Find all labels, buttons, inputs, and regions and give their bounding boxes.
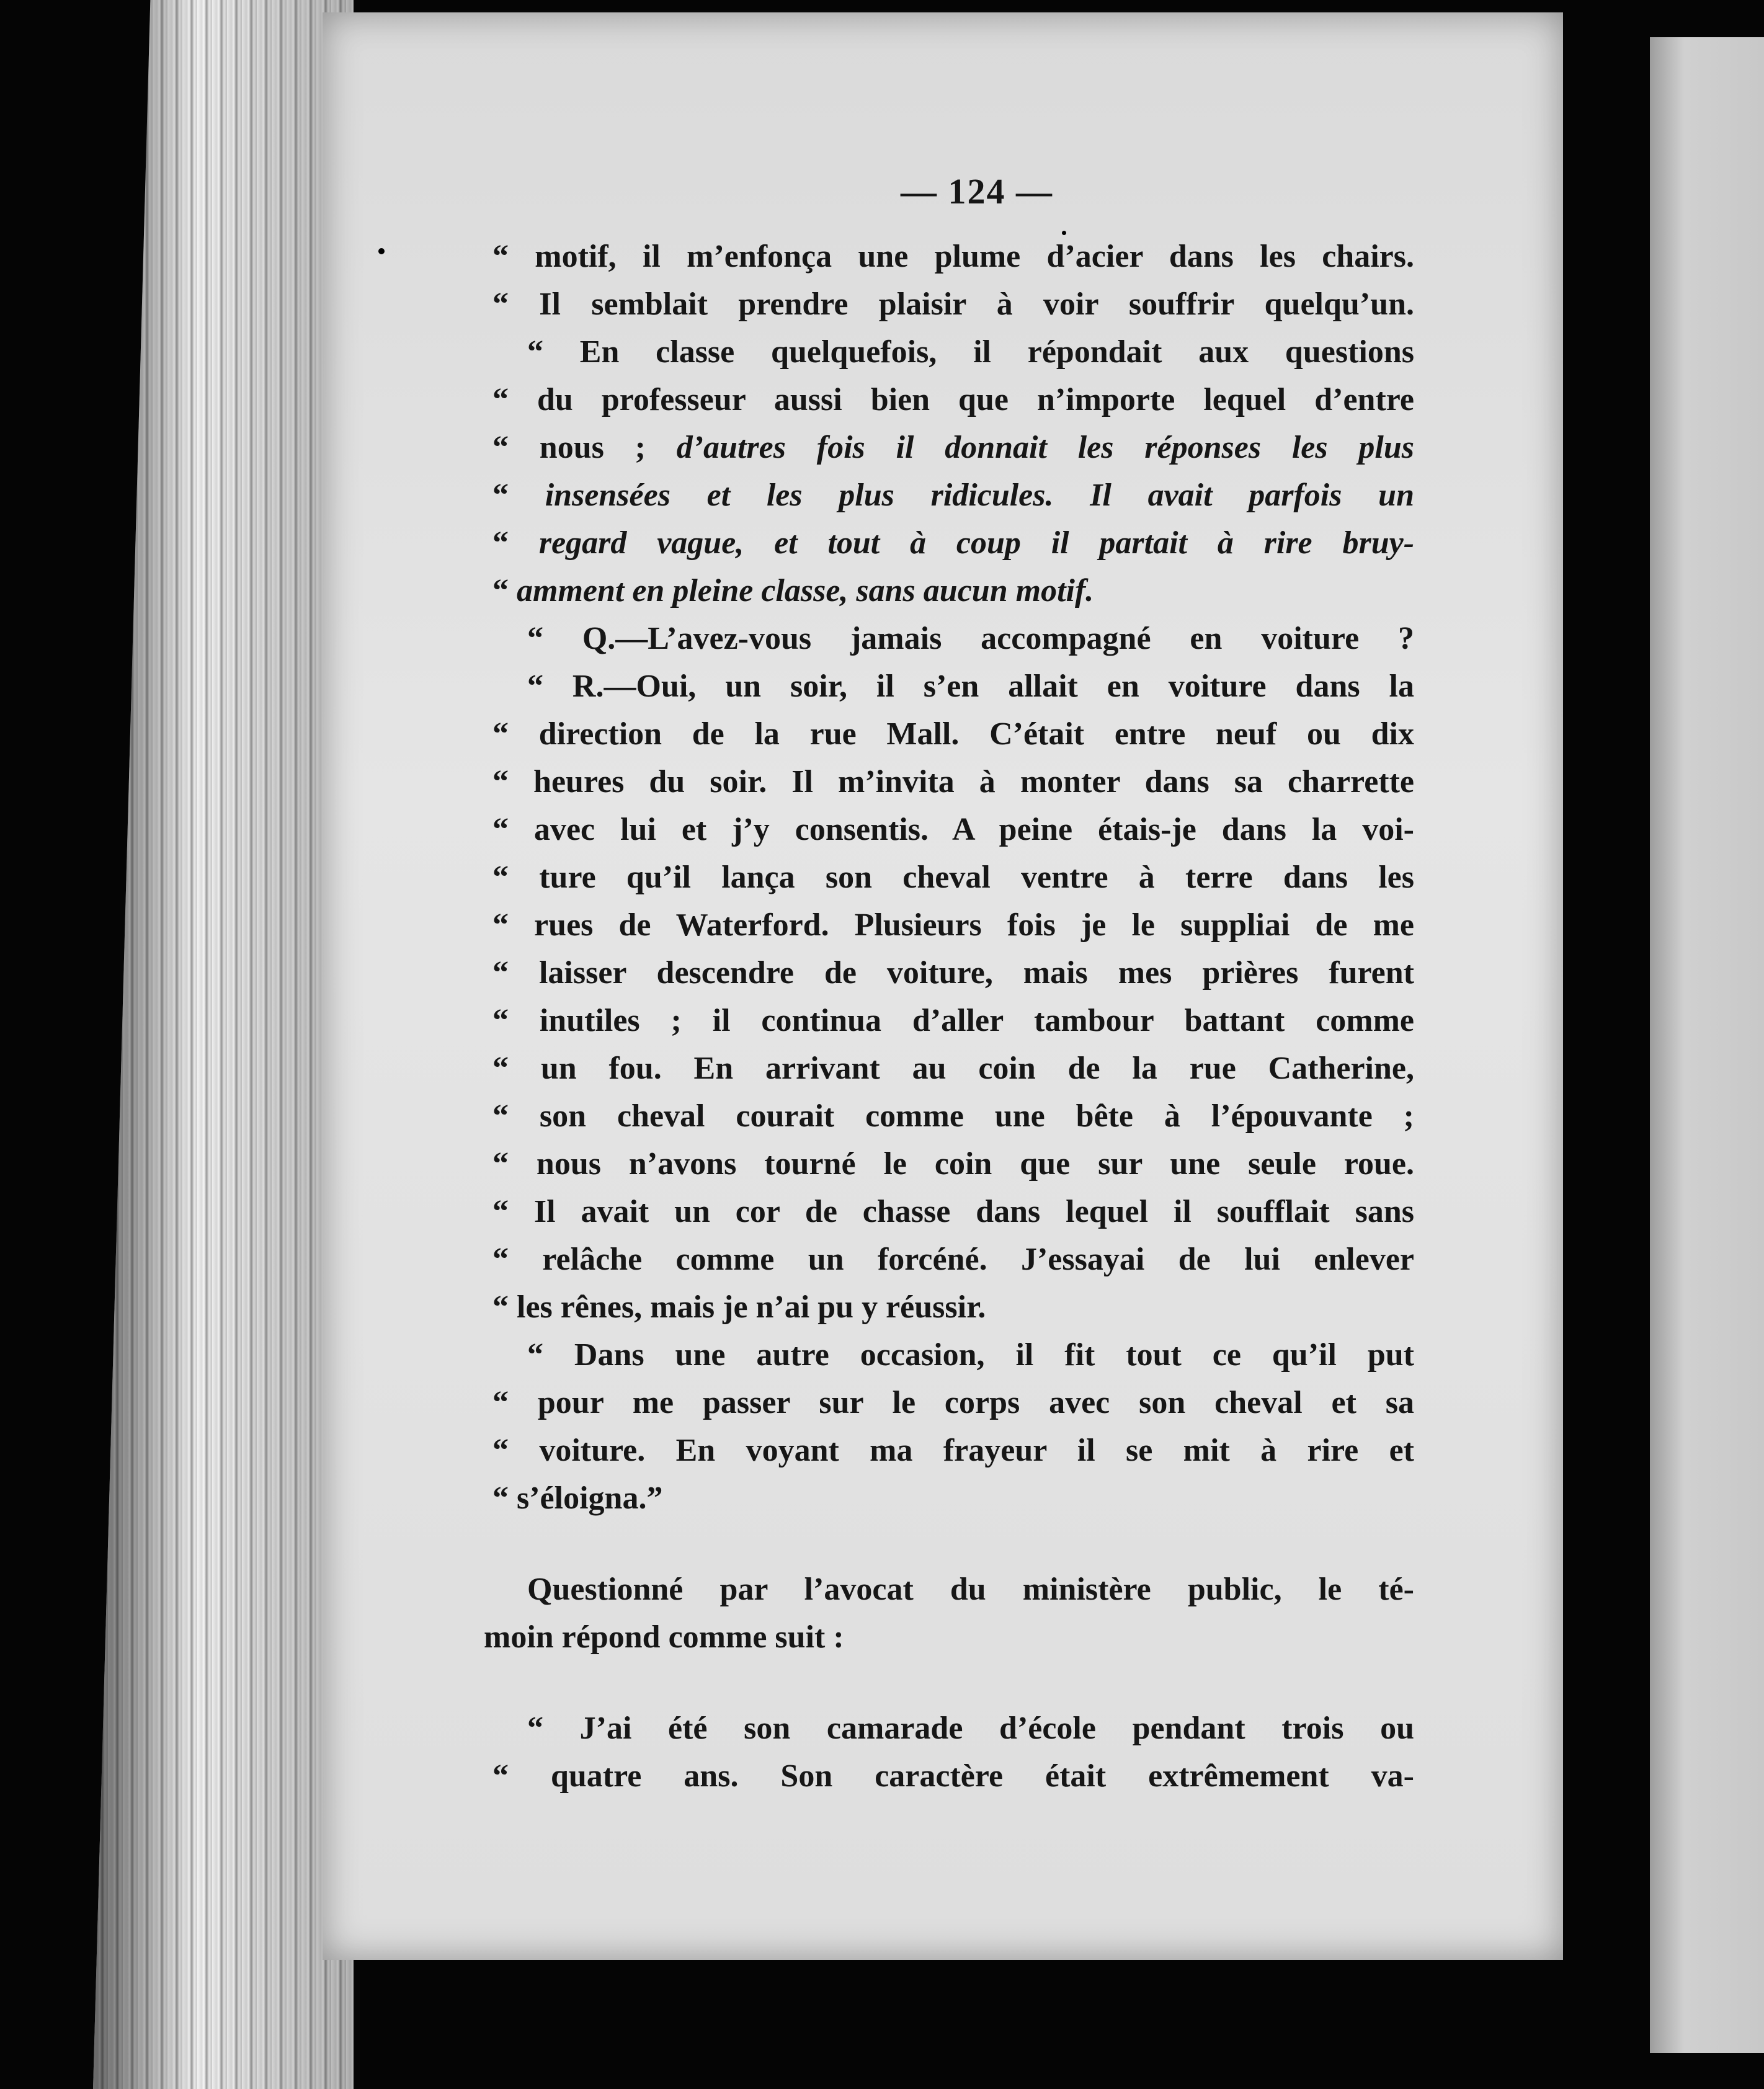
text-line: “ Dans une autre occasion, il fit tout ce qu’il put [527, 1337, 1414, 1373]
page-text [484, 167, 1414, 1800]
italic-text: d’autres fois il donnait les réponses les plus [676, 430, 1414, 465]
text-line: “ J’ai été son camarade d’école pendant trois ou [527, 1711, 1414, 1746]
text-line: “ nous ; d’autres fois il donnait les réponses les plus [492, 430, 1414, 465]
italic-text: insensées et les plus ridicules. Il avait parfois un [545, 478, 1415, 513]
text-line: “ son cheval courait comme une bête à l’épouvante ; [492, 1098, 1414, 1134]
text-line: “ pour me passer sur le corps avec son cheval et sa [492, 1385, 1414, 1420]
text-line: “ R.—Oui, un soir, il s’en allait en voiture dans la [527, 669, 1414, 704]
text-line: “ inutiles ; il continua d’aller tambour battant comme [492, 1003, 1414, 1038]
text-line: “ En classe quelquefois, il répondait aux questions [527, 334, 1414, 370]
text-line: “ motif, il m’enfonça une plume d’acier dans les chairs. [492, 239, 1414, 274]
text-line: “ amment en pleine classe, sans aucun motif. [492, 573, 1094, 608]
italic-text: amment en pleine classe, sans aucun motif. [517, 573, 1094, 608]
text-line: “ heures du soir. Il m’invita à monter dans sa charrette [492, 764, 1414, 800]
text-line: “ Il semblait prendre plaisir à voir souffrir quelqu’un. [492, 287, 1414, 322]
text-line: “ relâche comme un forcéné. J’essayai de lui enlever [492, 1242, 1414, 1277]
text-line: “ ture qu’il lança son cheval ventre à terre dans les [492, 860, 1414, 895]
page-edges-shadow [93, 0, 354, 2089]
text-line: “ un fou. En arrivant au coin de la rue Catherine, [492, 1051, 1414, 1086]
text-line: “ avec lui et j’y consentis. A peine étais-je dans la voi- [492, 812, 1414, 847]
text-line: “ les rênes, mais je n’ai pu y réussir. [492, 1289, 986, 1325]
text-line: “ regard vague, et tout à coup il partait à rire bruy- [492, 525, 1415, 561]
body-lines [484, 233, 1414, 1800]
print-speck [1062, 231, 1066, 235]
text-line: “ rues de Waterford. Plusieurs fois je le suppliai de me [492, 907, 1414, 943]
text-line: “ quatre ans. Son caractère était extrêmement va- [492, 1758, 1414, 1794]
paragraph-gap [484, 1522, 1414, 1566]
text-line: “ voiture. En voyant ma frayeur il se mit à rire et [492, 1433, 1414, 1468]
text-line: “ Il avait un cor de chasse dans lequel il soufflait sans [492, 1194, 1414, 1229]
text-line: “ Q.—L’avez-vous jamais accompagné en voiture ? [527, 621, 1414, 656]
text-line: moin répond comme suit : [484, 1619, 844, 1655]
italic-text: regard vague, et tout à coup il partait à rire bruy- [538, 525, 1415, 561]
text-line: “ s’éloigna.” [492, 1481, 663, 1516]
page-number: — 124 — [901, 171, 1053, 212]
text-line: “ du professeur aussi bien que n’importe lequel d’entre [492, 382, 1414, 417]
paragraph-gap [484, 1661, 1414, 1704]
text-line: “ laisser descendre de voiture, mais mes prières furent [492, 955, 1414, 991]
text-line: “ nous n’avons tourné le coin que sur une seule roue. [492, 1146, 1414, 1182]
text-line: “ insensées et les plus ridicules. Il avait parfois un [492, 478, 1415, 513]
text-line: “ direction de la rue Mall. C’était entre neuf ou dix [492, 716, 1414, 752]
facing-page [1650, 37, 1764, 2053]
text-line: Questionné par l’avocat du ministère public, le té- [527, 1572, 1414, 1607]
print-speck [378, 248, 385, 254]
book-gutter [1563, 0, 1650, 2089]
